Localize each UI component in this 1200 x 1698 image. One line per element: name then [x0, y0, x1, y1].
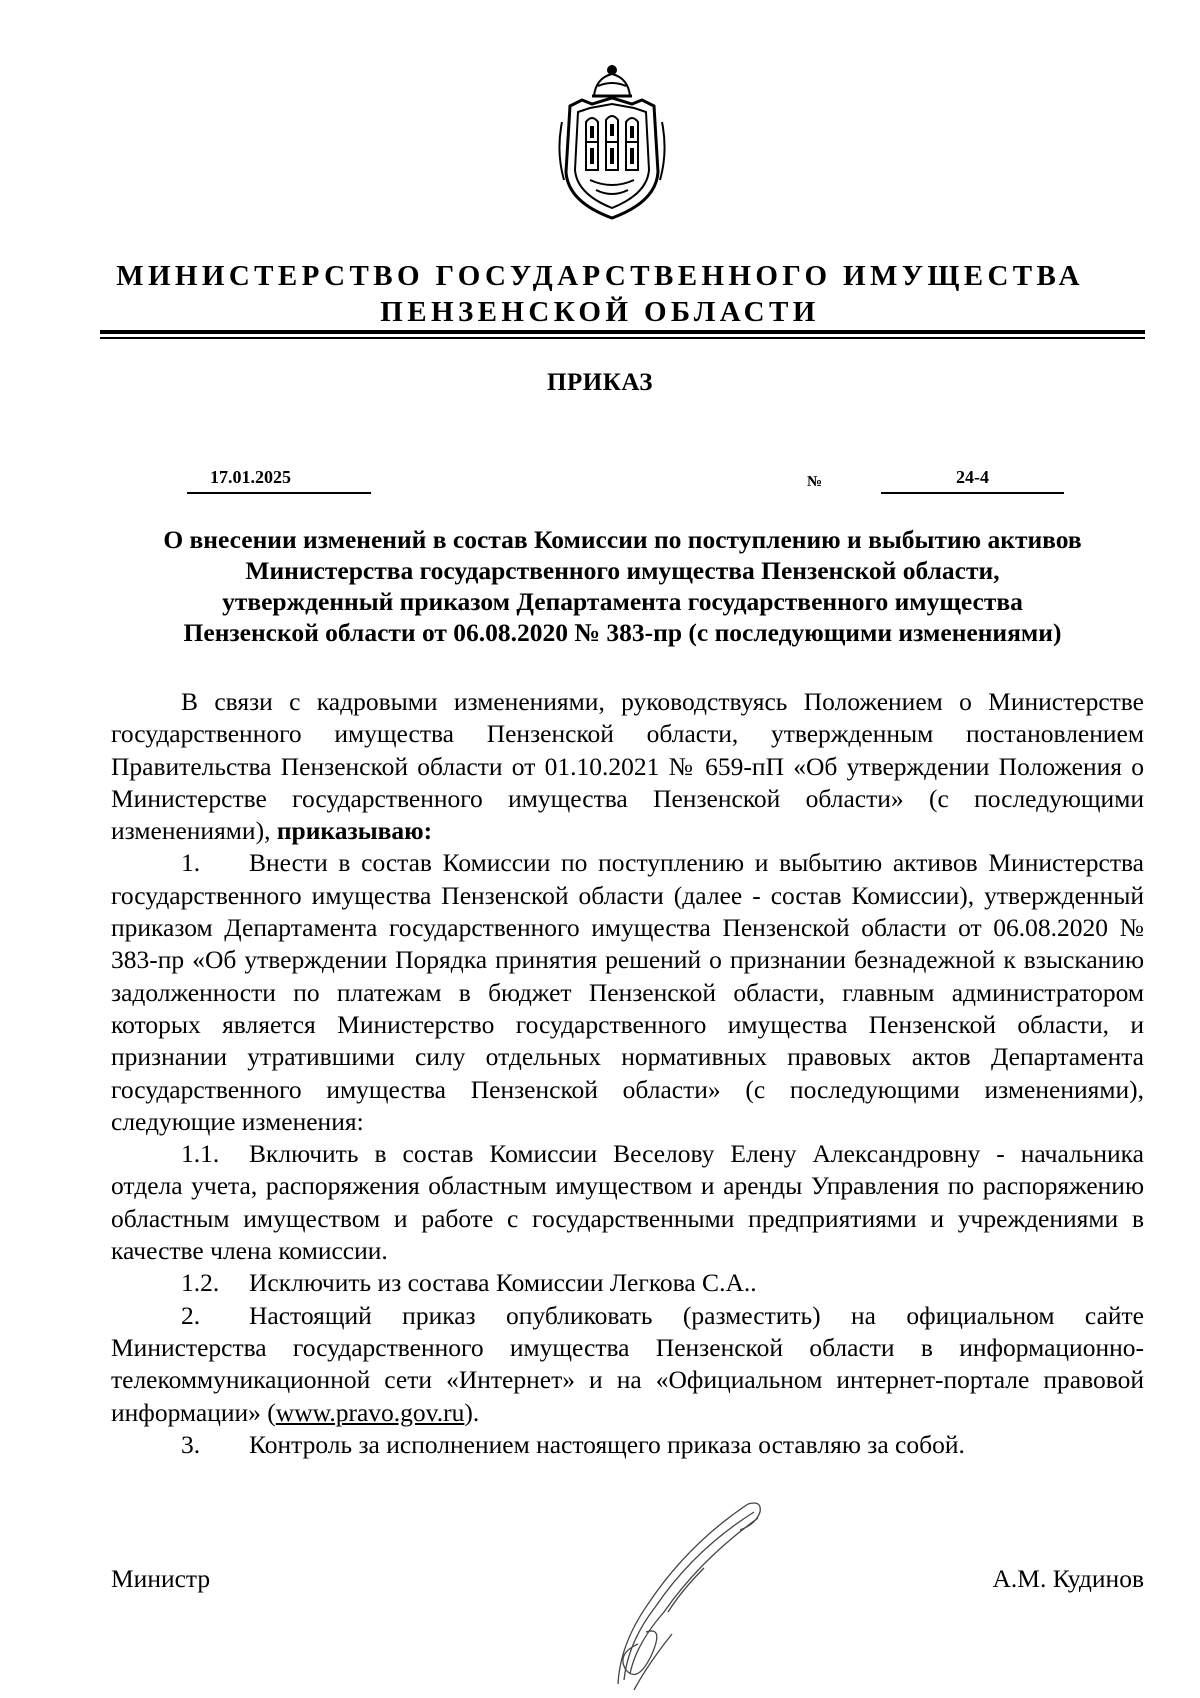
subject-line: О внесении изменений в состав Комиссии по поступлению и выбытию активов [163, 525, 1082, 554]
subject-line: Министерства государственного имущества Пензенской области, [245, 556, 1000, 585]
ministry-name-line2: ПЕНЗЕНСКОЙ ОБЛАСТИ [380, 296, 820, 328]
item-text: Настоящий приказ опубликовать (разместить) на официальном сайте Министерства государственного имущества Пензенской области в информационно-телекоммуникационной сети «Интернет» и на «Официальном интернет-портале правовой информации» ( [111, 1300, 1144, 1427]
subject-line: утвержденный приказом Департамента государственного имущества [222, 587, 1023, 616]
item-text: Включить в состав Комиссии Веселову Елену Александровну - начальника отдела учета, распоряжения областным имуществом и аренды Управления по распоряжению областным имуществом и работе с государственными предприятиями и учреждениями в качестве члена комиссии. [111, 1139, 1144, 1266]
item-text: Внести в состав Комиссии по поступлению и выбытию активов Министерства государственного имущества Пензенской области (далее - состав Комиссии), утвержденный приказом Департамента государственного имущества Пензенской области от 06.08.2020 № 383-пр «Об утверждении Порядка принятия решений о признании безнадежной к взысканию задолженности по платежам в бюджет Пензенской области, главным администратором которых является Министерство государственного имущества Пензенской области, и признании утратившими силу отдельных нормативных правовых актов Департамента государственного имущества Пензенской области» (с последующими изменениями), следующие изменения: [111, 848, 1144, 1136]
signer-name: А.М. Кудинов [992, 1564, 1144, 1593]
document-date-field [187, 464, 371, 494]
document-number-field [881, 464, 1064, 494]
item-number: 1.2. [181, 1268, 220, 1298]
pravo-link[interactable]: www.pravo.gov.ru [275, 1397, 465, 1427]
subject-line: Пензенской области от 06.08.2020 № 383-пр (с последующими изменениями) [183, 618, 1062, 647]
item-text: Контроль за исполнением настоящего приказа оставляю за собой. [249, 1429, 965, 1459]
item-1-2 [111, 1267, 1144, 1299]
document-date: 17.01.2025 [210, 467, 291, 487]
preamble-paragraph [111, 686, 1144, 847]
item-text-tail: ). [464, 1397, 480, 1427]
item-1 [111, 847, 1144, 1138]
document-type: ПРИКАЗ [547, 369, 653, 396]
item-number: 3. [181, 1429, 201, 1459]
header-divider-thin [100, 337, 1145, 339]
preamble-text: В связи с кадровыми изменениями, руководствуясь Положением о Министерстве государственного имущества Пензенской области, утвержденным постановлением Правительства Пензенской области от 01.10.2021 № 659-пП «Об утверждении Положения о Министерстве государственного имущества Пензенской области» (с последующими изменениями), [111, 687, 1144, 846]
document-body [111, 686, 1144, 1461]
handwritten-signature-icon [608, 1494, 768, 1694]
header-divider-thick [100, 330, 1145, 334]
document-number: 24-4 [956, 467, 989, 487]
ministry-name-line1: МИНИСТЕРСТВО ГОСУДАРСТВЕННОГО ИМУЩЕСТВА [116, 260, 1084, 292]
document-subject [100, 524, 1145, 648]
document-number-label: № [807, 474, 823, 490]
item-1-1 [111, 1138, 1144, 1267]
item-text: Исключить из состава Комиссии Легкова С.А.. [249, 1268, 757, 1298]
signer-title: Министр [111, 1564, 211, 1593]
coat-of-arms-icon [552, 62, 672, 224]
item-3 [111, 1429, 1144, 1461]
item-number: 1.1. [181, 1139, 220, 1169]
item-number: 2. [181, 1300, 201, 1330]
preamble-command: приказываю: [276, 816, 433, 846]
item-number: 1. [181, 848, 201, 878]
item-2 [111, 1300, 1144, 1429]
